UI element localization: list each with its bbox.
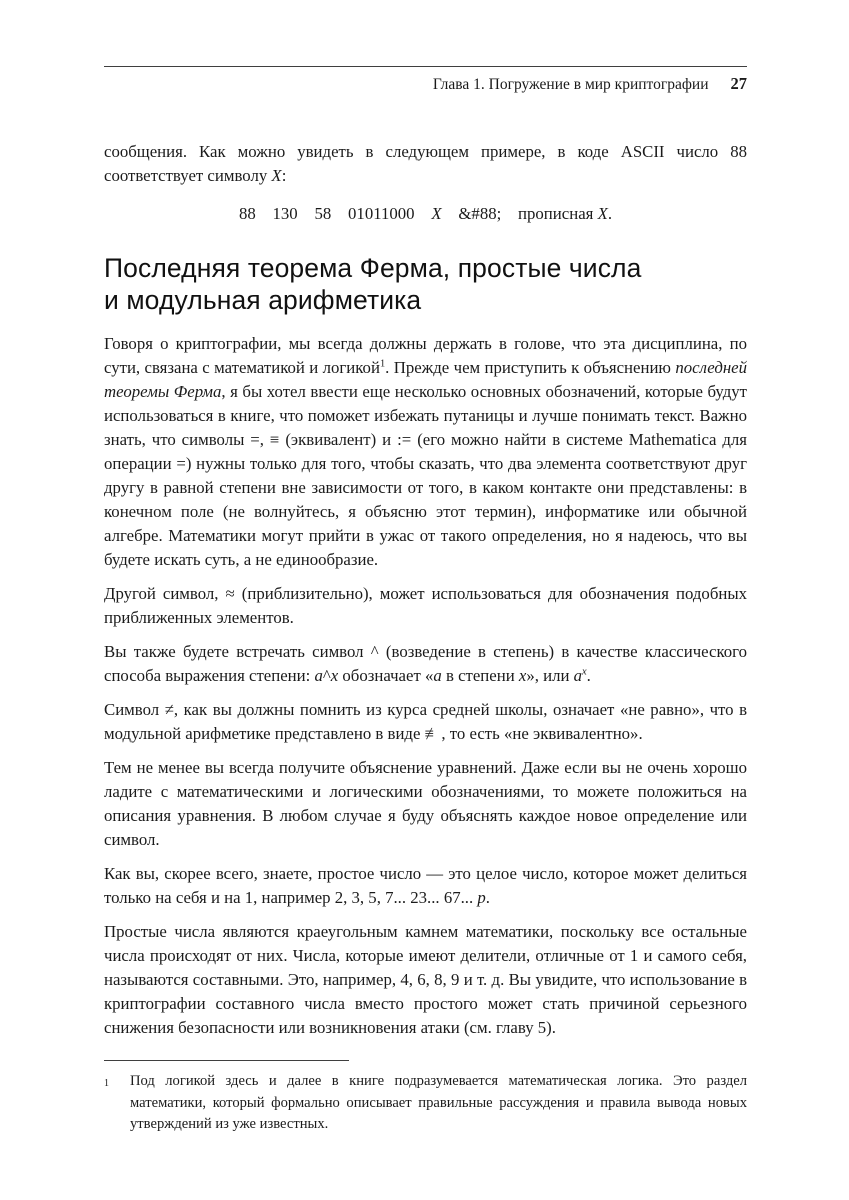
paragraph [104, 920, 747, 1040]
paragraph [104, 698, 747, 746]
text-run: ^ [322, 666, 331, 685]
text-run: &#88; прописная [441, 204, 598, 223]
text-run: x [518, 666, 527, 685]
section-heading-line-2: и модульная арифметика [104, 285, 422, 315]
text-run: Символ ≠, как вы должны помнить из курса средней школы, означает «не равно», что в модульной арифметике представлено в виде ≢, то есть «не эквивалентно». [104, 700, 747, 743]
page-content [104, 94, 747, 1040]
text-run: сообщения. Как можно увидеть в следующем примере, в коде ASCII число 88 соответствует символу [104, 142, 747, 185]
text-run: обозначает « [338, 666, 434, 685]
footnote-rule [104, 1060, 349, 1061]
paragraph [104, 332, 747, 572]
footnote-text: Под логикой здесь и далее в книге подразумевается математическая логика. Это раздел математики, который формально описывает правильные рассуждения и правила вывода новых утверждений из уже известных. [130, 1073, 747, 1132]
footnote-area [104, 1040, 747, 1136]
paragraph [104, 862, 747, 910]
paragraph [104, 640, 747, 688]
text-run: x [582, 666, 587, 678]
text-run: Другой символ, ≈ (приблизительно), может использоваться для обозначения подобных приближенных элементов. [104, 584, 747, 627]
text-run: a [314, 666, 323, 685]
footnote-item [104, 1071, 747, 1136]
text-run: . Прежде чем приступить к объяснению [385, 358, 676, 377]
text-run: X [271, 166, 282, 185]
text-run: x [330, 666, 339, 685]
running-head [104, 66, 747, 94]
text-run: : [281, 166, 287, 185]
text-run: . [485, 888, 490, 907]
text-run: . [586, 666, 591, 685]
text-run: последней теоремы Ферма [104, 358, 747, 401]
text-run: 1 [379, 358, 386, 370]
text-run: », или [526, 666, 574, 685]
text-run: p [477, 888, 486, 907]
section-heading-line-1: Последняя теорема Ферма, простые числа [104, 253, 642, 283]
text-run: a [573, 666, 583, 685]
text-run: Тем не менее вы всегда получите объяснение уравнений. Даже если вы не очень хорошо ладите с математическими и логическими обозначениями, то можете положиться на описания уравнения. В любом случае я буду объяснять каждое новое определение или символ. [104, 758, 747, 849]
chapter-title: Глава 1. Погружение в мир криптографии [432, 76, 709, 93]
text-run: X [431, 204, 442, 223]
text-run: X [597, 204, 608, 223]
ascii-example-line [104, 202, 747, 226]
section-heading [104, 252, 747, 316]
paragraph [104, 582, 747, 630]
text-run: 88 130 58 01011000 [238, 204, 432, 223]
text-run: Говоря о криптографии, мы всегда должны держать в голове, что эта дисциплина, по сути, связана с математикой и логикой [104, 334, 747, 377]
text-run: в степени [441, 666, 519, 685]
text-run: Как вы, скорее всего, знаете, простое число — это целое число, которое может делиться только на себя и на 1, например 2, 3, 5, 7... 23... 67... [104, 864, 747, 907]
text-run: Вы также будете встречать символ ^ (возведение в степень) в качестве классического способа выражения степени: [104, 642, 747, 685]
intro-paragraph [104, 140, 747, 188]
footnote-marker: 1 [104, 1078, 109, 1089]
page-number: 27 [730, 74, 747, 93]
text-run: , я бы хотел ввести еще несколько основных обозначений, которые будут использоваться в книге, что поможет избежать путаницы и лучше понимать текст. Важно знать, что символы =, ≡ (эквивалент) и := (его можно найти в системе Mathematica для операции =) нужны только для того, чтобы сказать, что два элемента соответствуют друг другу в равной степени вне зависимости от того, в каком контакте они представлены: в конечном поле (не волнуйтесь, я объясню этот термин), информатике или обычной алгебре. Математики могут прийти в ужас от такого определения, но я надеюсь, что вы будете искать суть, а не единообразие. [104, 382, 747, 569]
text-run: . [607, 204, 613, 223]
paragraph [104, 756, 747, 852]
text-run: a [433, 666, 442, 685]
text-run: Простые числа являются краеугольным камнем математики, поскольку все остальные числа происходят от них. Числа, которые имеют делители, отличные от 1 и самого себя, называются составными. Это, например, 4, 6, 8, 9 и т. д. Вы увидите, что использование в криптографии составного числа вместо простого может стать причиной серьезного снижения безопасности или возникновения атаки (см. главу 5). [104, 922, 747, 1037]
